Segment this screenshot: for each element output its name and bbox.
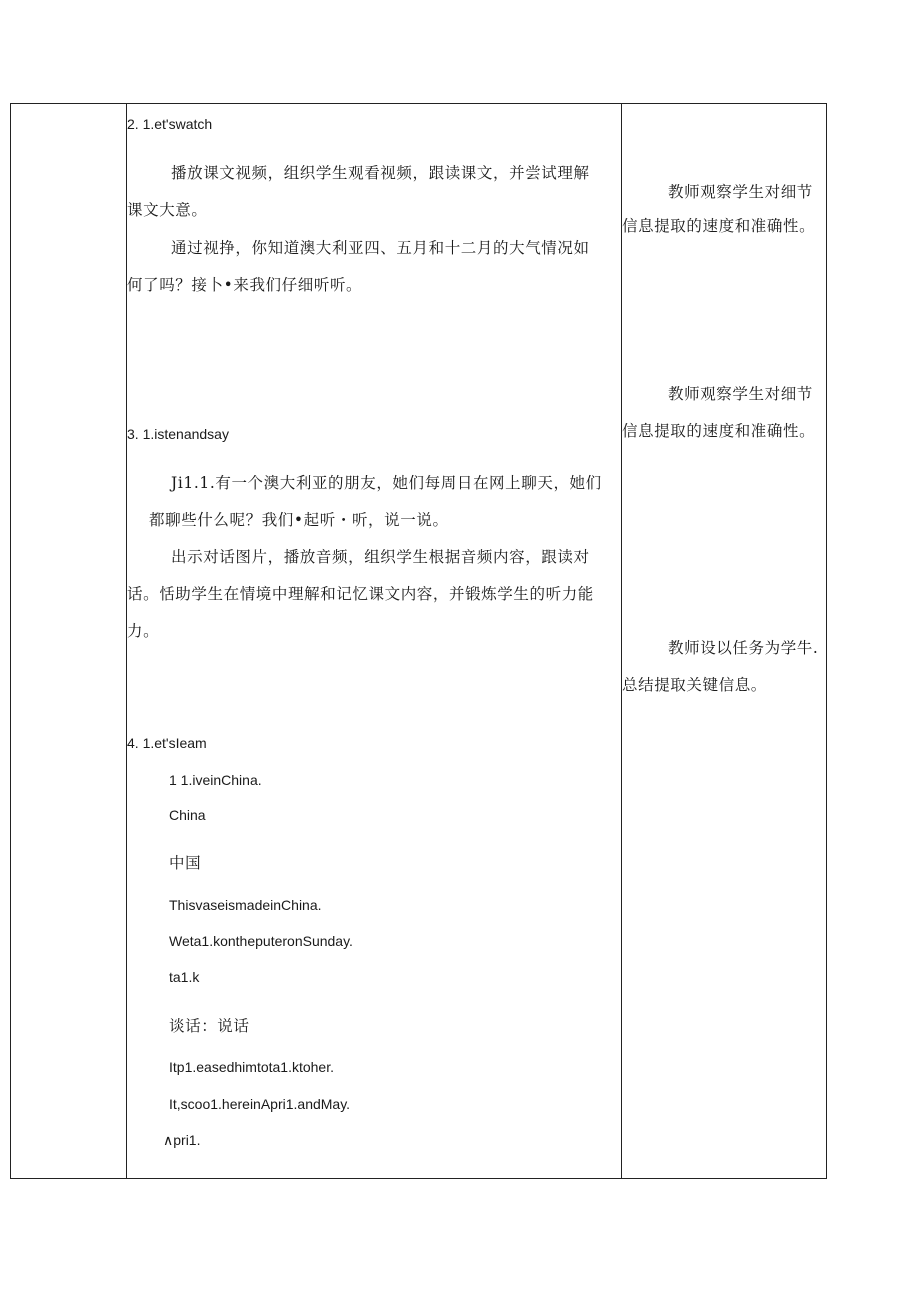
section-heading-lets-learn: 4. 1.et'sIeam	[127, 735, 207, 751]
watch-paragraph-2-line-1: 通过视挣，你知道澳大利亚四、五月和十二月的大气情况如	[171, 239, 590, 257]
learn-item: 谈话：说话	[169, 1017, 250, 1035]
learn-item: 中国	[169, 854, 202, 872]
section-heading-lets-watch: 2. 1.et'swatch	[127, 116, 213, 132]
column-divider-right	[621, 104, 622, 1178]
watch-paragraph-2-line-2: 何了吗？接卜•来我们仔细听听。	[127, 276, 363, 294]
listen-paragraph-2-line-2: 话。恬助学生在情境中理解和记忆课文内容，并锻炼学生的听力能	[127, 585, 594, 603]
listen-paragraph-2-line-1: 出示对话图片，播放音频，组织学生根据音频内容，跟读对	[171, 548, 590, 566]
note-3-line-1: 教师设以任务为学牛.	[668, 639, 819, 657]
learn-item: Weta1.kontheputeronSunday.	[169, 933, 353, 949]
listen-paragraph-1-line-1: Ji1.1.有一个澳大利亚的朋友，她们每周日在网上聊天，她们	[171, 474, 602, 492]
note-1-line-1: 教师观察学生对细节	[668, 183, 813, 201]
learn-item: ∧pri1.	[163, 1132, 201, 1148]
listen-paragraph-1-line-2: 都聊些什么呢？我们•起听・听，说一说。	[149, 511, 449, 529]
learn-item: It,scoo1.hereinApri1.andMay.	[169, 1096, 351, 1112]
column-divider-left	[126, 104, 127, 1178]
note-1-line-2: 信息提取的速度和准确性。	[622, 217, 816, 235]
listen-paragraph-2-line-3: 力。	[127, 622, 160, 640]
learn-item: ThisvaseismadeinChina.	[169, 897, 322, 913]
note-2-line-2: 信息提取的速度和准确性。	[622, 422, 816, 440]
section-heading-listen-and-say: 3. 1.istenandsay	[127, 426, 229, 442]
learn-item: Itp1.easedhimtota1.ktoher.	[169, 1059, 334, 1075]
note-3-line-2: 总结提取关键信息。	[622, 676, 767, 694]
learn-item: 1 1.iveinChina.	[169, 772, 262, 788]
learn-item: ta1.k	[169, 969, 200, 985]
watch-paragraph-1-line-2: 课文大意。	[127, 201, 208, 219]
learn-item: China	[169, 807, 206, 823]
note-2-line-1: 教师观察学生对细节	[668, 385, 813, 403]
watch-paragraph-1-line-1: 播放课文视频，组织学生观看视频，跟读课文，并尝试理解	[171, 164, 590, 182]
